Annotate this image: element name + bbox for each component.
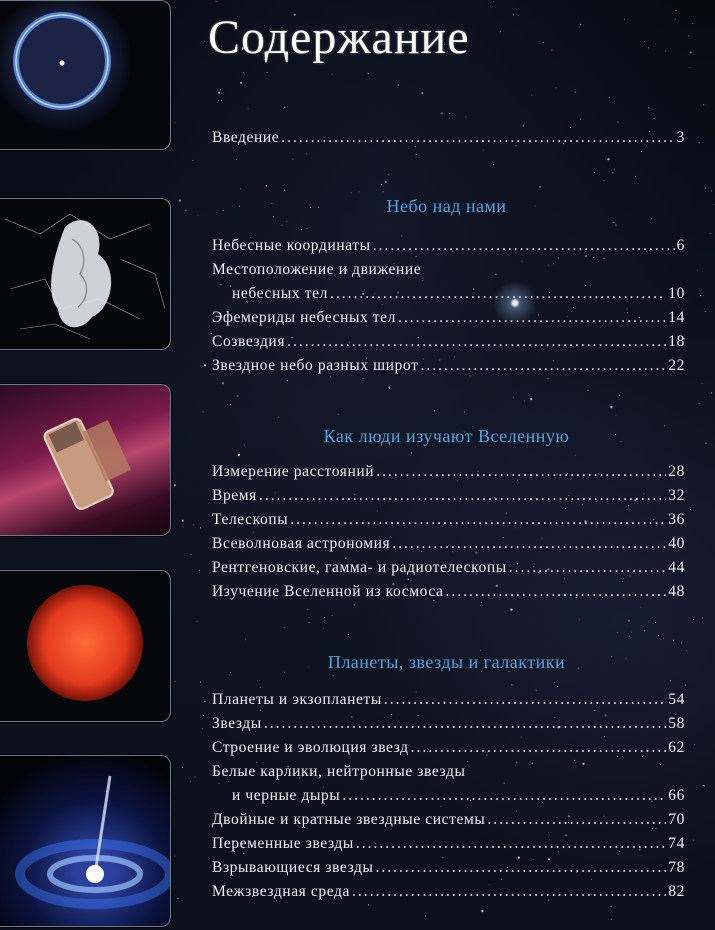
star [421, 92, 423, 94]
star [199, 570, 200, 571]
dot-leader [287, 332, 666, 350]
star [565, 508, 566, 509]
star [564, 578, 565, 579]
star [441, 112, 443, 114]
dot-leader [330, 284, 666, 302]
toc-entry-page: 62 [668, 739, 685, 756]
star [554, 682, 555, 683]
star [513, 397, 514, 398]
star [248, 108, 249, 109]
toc-entry-label: Строение и эволюция звезд [212, 739, 409, 756]
star [175, 122, 176, 123]
star [416, 256, 417, 257]
star [640, 607, 641, 608]
section-title-planets-stars: Планеты, звезды и галактики [327, 652, 566, 672]
star [523, 125, 524, 126]
star [385, 181, 387, 183]
star [284, 107, 285, 108]
star [654, 118, 655, 119]
star [253, 532, 254, 533]
toc-entry-page: 66 [668, 787, 685, 804]
star [648, 47, 649, 48]
dot-leader [392, 534, 666, 552]
star [693, 840, 694, 841]
star [351, 192, 352, 193]
star [216, 1, 217, 2]
star [200, 527, 201, 528]
star [240, 188, 241, 189]
toc-entry-page: 54 [668, 691, 685, 708]
toc-entry[interactable] [212, 738, 685, 758]
star [594, 710, 595, 711]
star [359, 191, 360, 192]
star [588, 390, 589, 391]
toc-entry-page: 78 [668, 859, 685, 876]
star [548, 378, 549, 379]
star [236, 159, 237, 160]
star [348, 634, 349, 635]
star [501, 879, 502, 880]
toc-entry[interactable] [212, 236, 685, 256]
star [510, 609, 512, 611]
star [219, 783, 220, 784]
star [580, 119, 581, 120]
star [186, 210, 187, 211]
dot-leader [509, 558, 667, 576]
toc-entry-label: Взрывающиеся звезды [212, 859, 374, 876]
toc-entry[interactable] [212, 690, 685, 710]
star [703, 785, 704, 786]
star [692, 23, 693, 24]
dot-leader [398, 308, 666, 326]
toc-entry[interactable] [212, 332, 685, 352]
star [604, 736, 605, 737]
star [204, 701, 205, 702]
toc-entry-page: 3 [676, 129, 685, 146]
dot-leader [281, 128, 674, 146]
star [522, 261, 523, 262]
dot-leader [352, 882, 666, 900]
star [217, 378, 218, 379]
star [203, 715, 204, 716]
toc-entry[interactable] [212, 486, 685, 506]
star [575, 92, 576, 93]
star [267, 72, 268, 73]
star [644, 41, 645, 42]
toc-entry-label: Эфемериды небесных тел [212, 309, 396, 326]
star [702, 617, 703, 618]
toc-entry-label: Переменные звезды [212, 835, 354, 852]
star [381, 184, 382, 185]
star [665, 51, 666, 52]
star [704, 786, 705, 787]
star [338, 414, 339, 415]
toc-entry-label: Измерение расстояний [212, 463, 375, 480]
toc-entry-page: 70 [668, 811, 685, 828]
dot-leader [384, 690, 666, 708]
toc-entry-page: 40 [668, 535, 685, 552]
star [307, 228, 308, 229]
star [500, 31, 501, 32]
toc-entry-page: 36 [668, 511, 685, 528]
toc-entry-page: 18 [668, 333, 685, 350]
star [306, 153, 307, 154]
star [575, 455, 576, 456]
star [530, 398, 532, 400]
star [631, 632, 632, 633]
star [513, 14, 514, 15]
star [333, 675, 334, 676]
star [705, 188, 706, 189]
star [324, 617, 325, 618]
star [416, 154, 417, 155]
star [198, 215, 199, 216]
dot-leader [446, 582, 667, 600]
toc-entry-page: 10 [668, 285, 685, 302]
star [286, 221, 287, 222]
star [190, 781, 191, 782]
star [607, 158, 609, 160]
star [628, 620, 630, 622]
star [713, 204, 714, 205]
star [282, 225, 283, 226]
page-title: Содержание [208, 11, 470, 64]
star [190, 554, 191, 555]
star [604, 258, 605, 259]
star [332, 615, 333, 616]
star [292, 159, 293, 160]
star [612, 172, 613, 173]
star [423, 278, 424, 279]
dot-leader [259, 486, 666, 504]
toc-entry-label: Всеволновая астрономия [212, 535, 391, 552]
star [699, 403, 700, 404]
star [197, 621, 198, 622]
dot-leader [411, 738, 667, 756]
space-telescope-image [0, 384, 171, 536]
star [658, 635, 659, 636]
star [697, 270, 698, 271]
toc-entry[interactable] [232, 786, 685, 806]
star [504, 783, 505, 784]
star [511, 684, 512, 685]
star [644, 630, 645, 631]
toc-entry-label: небесных тел [232, 285, 328, 302]
star [685, 685, 686, 686]
star [690, 67, 691, 68]
dot-leader [373, 236, 675, 254]
star [518, 15, 519, 16]
toc-entry-page: 74 [668, 835, 685, 852]
star [260, 687, 261, 688]
star [615, 415, 616, 416]
dot-leader [356, 834, 666, 852]
star [243, 72, 244, 73]
star [688, 35, 689, 36]
star [548, 265, 549, 266]
star-chart-image [0, 198, 171, 350]
star [195, 777, 196, 778]
star [705, 443, 706, 444]
star [675, 19, 676, 20]
toc-entry[interactable] [212, 810, 685, 830]
star [481, 602, 482, 603]
star [629, 636, 630, 637]
star [301, 229, 302, 230]
star [422, 280, 423, 281]
star [611, 919, 612, 920]
star [389, 388, 390, 389]
dot-leader [376, 462, 666, 480]
star [579, 619, 580, 620]
star [354, 604, 355, 605]
star [284, 627, 285, 628]
star [368, 73, 369, 74]
star [539, 186, 541, 188]
star [524, 401, 525, 402]
star [411, 453, 412, 454]
star [362, 378, 363, 379]
star [192, 160, 193, 161]
star [204, 41, 205, 42]
toc-entry-page: 44 [668, 559, 685, 576]
star [495, 274, 496, 275]
star [175, 856, 176, 857]
toc-entry-label: Планеты и экзопланеты [212, 691, 382, 708]
toc-entry-label: Время [212, 487, 257, 504]
star [230, 404, 231, 405]
star [203, 411, 204, 412]
toc-entry-page: 14 [668, 309, 685, 326]
star [604, 180, 605, 181]
toc-entry-label: Рентгеновские, гамма- и радиотелескопы [212, 559, 507, 576]
toc-entry-page: 48 [668, 583, 685, 600]
star [556, 87, 557, 88]
star [434, 410, 435, 411]
star [174, 484, 176, 486]
star [616, 225, 617, 226]
toc-entry-label: Межзвездная среда [212, 883, 350, 900]
toc-entry-label: и черные дыры [232, 787, 341, 804]
toc-entry-page: 32 [668, 487, 685, 504]
star [449, 113, 450, 114]
red-giant-star-image [0, 570, 171, 722]
star [703, 104, 704, 105]
star [648, 107, 649, 108]
star [204, 364, 206, 366]
star [593, 257, 594, 258]
star [641, 151, 642, 152]
toc-entry[interactable] [212, 308, 685, 328]
toc-entry[interactable] [212, 834, 685, 854]
star [591, 879, 592, 880]
toc-entry[interactable] [212, 510, 685, 530]
toc-entry[interactable] [212, 882, 685, 902]
star [686, 650, 687, 651]
star [614, 169, 615, 170]
star [531, 95, 532, 96]
star [493, 164, 494, 165]
star [240, 82, 242, 84]
star [323, 628, 324, 629]
star [218, 100, 219, 101]
toc-entry-label: Изучение Вселенной из космоса [212, 583, 444, 600]
star [617, 632, 618, 633]
toc-entry-label: Звездное небо разных широт [212, 357, 419, 374]
toc-entry-label: Телескопы [212, 511, 289, 528]
star [330, 376, 331, 377]
star [408, 579, 409, 580]
star [710, 233, 711, 234]
star [398, 85, 399, 86]
toc-entry[interactable] [212, 356, 685, 376]
star [238, 454, 240, 456]
toc-entry-page: 28 [668, 463, 685, 480]
star [551, 50, 552, 51]
star [611, 906, 612, 907]
star [221, 100, 222, 101]
star [694, 744, 695, 745]
star [681, 642, 682, 643]
star [580, 24, 581, 25]
star [309, 622, 310, 623]
dot-leader [376, 858, 667, 876]
toc-entry-label: Звезды [212, 715, 262, 732]
star [675, 10, 676, 11]
star [425, 916, 426, 917]
star [493, 1, 494, 2]
star [480, 650, 481, 651]
star [278, 417, 279, 418]
star [701, 383, 702, 384]
star [673, 640, 674, 641]
star [693, 619, 694, 620]
toc-entry[interactable] [212, 462, 685, 482]
toc-entry[interactable] [212, 558, 685, 578]
star [690, 51, 692, 53]
star [651, 218, 652, 219]
star [705, 311, 706, 312]
star [220, 89, 221, 90]
star [690, 509, 691, 510]
star [700, 295, 701, 296]
star [202, 728, 203, 729]
star [465, 117, 466, 118]
star [711, 393, 712, 394]
toc-entry-page: 6 [676, 237, 685, 254]
star [221, 284, 222, 285]
star [483, 150, 484, 151]
toc-entry-intro[interactable] [212, 128, 685, 148]
star [193, 524, 194, 525]
dot-leader [264, 714, 666, 732]
toc-entry[interactable] [212, 858, 685, 878]
star [516, 762, 517, 763]
toc-entry-page: 22 [668, 357, 685, 374]
toc-entry-label-line1[interactable]: Местоположение и движение [212, 261, 422, 278]
star [245, 639, 246, 640]
star [711, 191, 712, 192]
dot-leader [420, 356, 666, 374]
dot-leader [487, 810, 666, 828]
toc-entry-label: Небесные координаты [212, 237, 371, 254]
toc-entry[interactable] [212, 534, 685, 554]
star [383, 191, 384, 192]
section-title-sky: Небо над нами [386, 196, 507, 216]
star [617, 122, 618, 123]
star [182, 520, 184, 522]
toc-entry[interactable] [212, 582, 685, 602]
star [307, 609, 308, 610]
star [481, 910, 483, 912]
star [388, 174, 389, 175]
star [594, 172, 595, 173]
toc-entry[interactable] [212, 714, 685, 734]
toc-entry-page: 82 [668, 883, 685, 900]
star [663, 638, 664, 639]
star [467, 761, 468, 762]
toc-entry-page: 58 [668, 715, 685, 732]
toc-entry-label: Двойные и кратные звездные системы [212, 811, 486, 828]
star [660, 764, 661, 765]
star [222, 382, 224, 384]
toc-entry[interactable] [232, 284, 685, 304]
star [332, 74, 333, 75]
star [610, 406, 612, 408]
toc-entry-label: Введение [212, 129, 280, 146]
star [266, 185, 267, 186]
toc-entry-label: Созвездия [212, 333, 286, 350]
star [557, 686, 558, 687]
star [670, 680, 671, 681]
neutron-star-image [0, 755, 171, 927]
section-title-universe-study: Как люди изучают Вселенную [323, 426, 570, 446]
star [624, 19, 625, 20]
toc-entry-label-line1[interactable]: Белые карлики, нейтронные звезды [212, 763, 466, 780]
star [699, 142, 700, 143]
star [368, 905, 369, 906]
star [619, 395, 620, 396]
star [236, 395, 238, 397]
star [553, 263, 554, 264]
star [582, 763, 584, 765]
star [543, 42, 544, 43]
star [182, 767, 183, 768]
star [532, 763, 533, 764]
dot-leader [290, 510, 666, 528]
star [655, 622, 656, 623]
ring-nebula-image [0, 0, 171, 150]
star [284, 190, 285, 191]
star [464, 412, 465, 413]
star [574, 760, 575, 761]
star [287, 380, 288, 381]
dot-leader [342, 786, 666, 804]
star [175, 681, 176, 682]
star [558, 258, 559, 259]
star [382, 304, 383, 305]
star [179, 200, 181, 202]
star [218, 92, 220, 94]
star [178, 898, 179, 899]
star [613, 222, 614, 223]
star [609, 97, 610, 98]
star [200, 682, 201, 683]
star [635, 176, 636, 177]
